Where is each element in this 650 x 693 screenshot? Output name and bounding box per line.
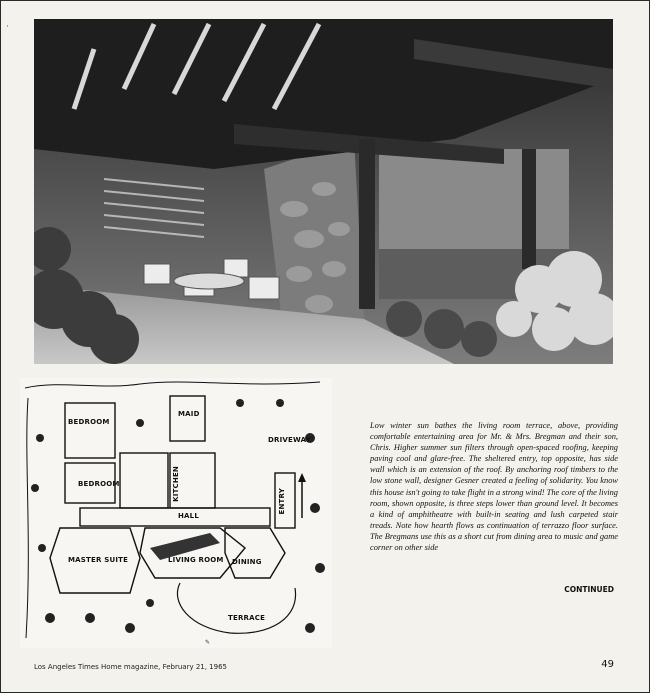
photo-illustration [34,19,613,364]
margin-mark: · [6,22,9,32]
plan-signature: ✎ [205,639,211,646]
label-living-room: LIVING ROOM [168,556,224,564]
label-dining: DINING [232,558,262,566]
label-kitchen: KITCHEN [172,466,180,502]
terrace-photo [34,19,613,364]
label-entry: ENTRY [278,488,286,515]
label-bedroom-lower: BEDROOM [78,480,120,488]
label-terrace: TERRACE [228,614,266,622]
label-driveway: DRIVEWAY [268,436,311,444]
label-hall: HALL [178,512,199,520]
label-master-suite: MASTER SUITE [68,556,129,564]
floor-plan [20,378,332,648]
page-number: 49 [601,659,614,670]
publication-credit: Los Angeles Times Home magazine, February 21, 1965 [34,663,227,671]
photo-caption: Low winter sun bathes the living room terrace, above, providing comfortable entertaining area for Mr. & Mrs. Bregman and their son, Chris. Higher summer sun filters through open-spaced roofing, keeping paving cool and glare-free. The sheltered entry, top opposite, has side wall which is an extension of the roof. By anchoring roof timbers to the low stone wall, designer Gesner created a feeling of solidarity. You know this house isn't going to take flight in a strong wind! The core of the living room, shown opposite, is three steps lower than ground level. It becomes a kind of amphitheatre with built-in seating and lush carpeted stair treads. Note how hearth flows as continuation of terrazzo floor surface. The Bregmans use this as a short cut from dining area to music and game corner on other side [370,421,618,553]
label-maid: MAID [178,410,200,418]
label-bedroom-upper: BEDROOM [68,418,110,426]
continued-label: CONTINUED [564,585,614,594]
